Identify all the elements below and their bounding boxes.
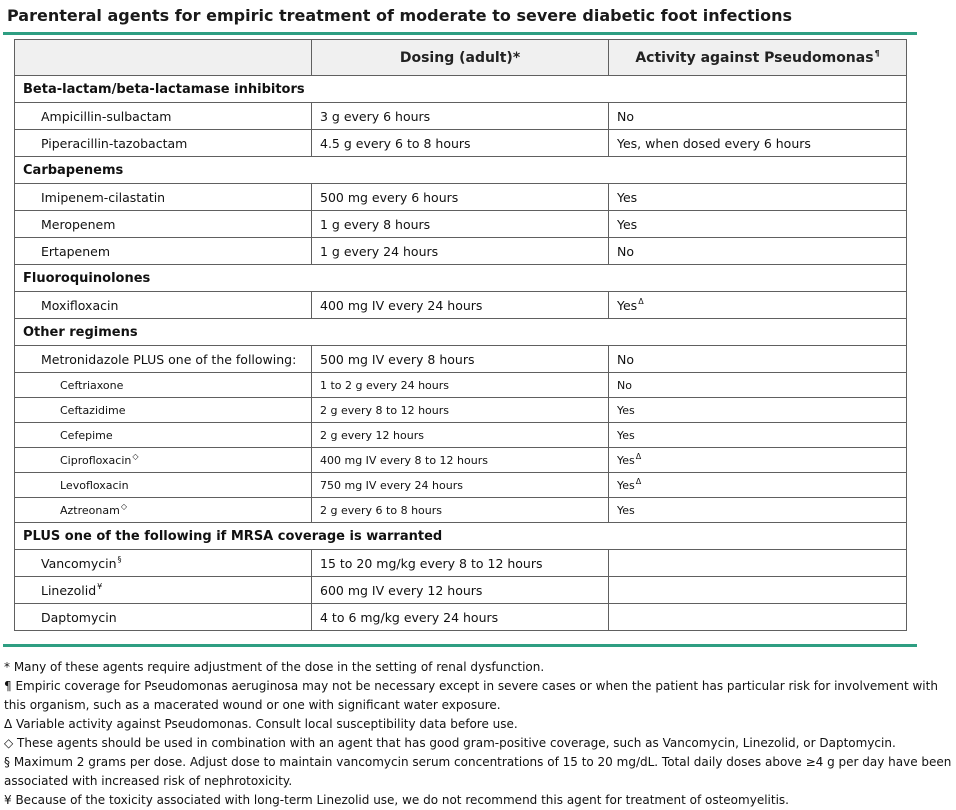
table-row <box>15 373 907 398</box>
dose-cell: 400 mg IV every 8 to 12 hours <box>312 448 609 473</box>
drug-name: Ciprofloxacin <box>60 453 132 467</box>
drug-footnote-mark: ◇ <box>120 501 127 511</box>
activity-value: Yes <box>617 478 635 492</box>
drug-name-cell <box>15 448 312 473</box>
drug-name: Moxifloxacin <box>41 297 119 313</box>
dose-cell: 1 g every 24 hours <box>312 238 609 265</box>
activity-value: Yes <box>617 453 635 467</box>
drug-footnote-mark: ¥ <box>97 582 103 592</box>
drug-footnote-mark: ◇ <box>132 451 139 461</box>
dosing-table <box>14 39 907 631</box>
top-accent-rule <box>3 32 917 35</box>
dose-cell: 2 g every 12 hours <box>312 423 609 448</box>
drug-name-cell <box>15 550 312 577</box>
table-row <box>15 604 907 631</box>
dose-cell: 4.5 g every 6 to 8 hours <box>312 130 609 157</box>
drug-name-cell <box>15 346 312 373</box>
activity-cell <box>609 130 907 157</box>
activity-footnote-mark: Δ <box>635 451 642 461</box>
table-row <box>15 498 907 523</box>
category-label: Carbapenems <box>15 157 907 184</box>
category-row <box>15 523 907 550</box>
activity-cell <box>609 184 907 211</box>
activity-cell <box>609 238 907 265</box>
drug-name: Ceftazidime <box>60 403 126 417</box>
table-row <box>15 423 907 448</box>
page-title: Parenteral agents for empiric treatment of moderate to severe diabetic foot infections <box>7 6 793 25</box>
table-row <box>15 448 907 473</box>
header-drug-column <box>15 40 312 76</box>
drug-name-cell <box>15 103 312 130</box>
activity-cell <box>609 103 907 130</box>
drug-name-cell <box>15 398 312 423</box>
table-row <box>15 473 907 498</box>
table-row <box>15 103 907 130</box>
activity-cell <box>609 473 907 498</box>
footnote-dose-adjustment: * Many of these agents require adjustment of the dose in the setting of renal dysfunction. <box>4 660 545 674</box>
activity-cell <box>609 498 907 523</box>
drug-name: Linezolid <box>41 582 97 598</box>
activity-value: No <box>617 378 632 392</box>
activity-cell <box>609 398 907 423</box>
dose-cell: 400 mg IV every 24 hours <box>312 292 609 319</box>
bottom-accent-rule <box>3 644 917 647</box>
header-pseudomonas-mark: ¶ <box>874 48 880 58</box>
header-pseudomonas-label: Activity against Pseudomonas <box>635 49 874 66</box>
header-pseudomonas <box>609 40 907 76</box>
activity-value: No <box>617 351 634 367</box>
footnotes <box>4 658 956 810</box>
footnote-combination: ◇ These agents should be used in combination with an agent that has good gram-positive coverage, such as Vancomycin, Linezolid, or Daptomycin. <box>4 736 896 750</box>
table-row <box>15 211 907 238</box>
table-row <box>15 184 907 211</box>
category-row <box>15 319 907 346</box>
category-label: PLUS one of the following if MRSA coverage is warranted <box>15 523 907 550</box>
drug-name: Imipenem-cilastatin <box>41 189 166 205</box>
category-label: Other regimens <box>15 319 907 346</box>
activity-value: Yes <box>617 189 638 205</box>
drug-name: Aztreonam <box>60 503 120 517</box>
table-row <box>15 577 907 604</box>
activity-value: Yes <box>617 297 638 313</box>
drug-name-cell <box>15 130 312 157</box>
dose-cell: 500 mg every 6 hours <box>312 184 609 211</box>
drug-name: Metronidazole PLUS one of the following: <box>41 351 297 367</box>
drug-name-cell <box>15 373 312 398</box>
footnote-pseudomonas-coverage: ¶ Empiric coverage for Pseudomonas aeruginosa may not be necessary except in severe cases or when the patient has particular risk for involvement with this organism, such as a macerated wound or one with significant water exposure. <box>4 679 938 712</box>
dose-cell: 3 g every 6 hours <box>312 103 609 130</box>
table-row <box>15 130 907 157</box>
drug-name: Meropenem <box>41 216 116 232</box>
drug-name-cell <box>15 577 312 604</box>
drug-name: Ampicillin-sulbactam <box>41 108 172 124</box>
category-label: Beta-lactam/beta-lactamase inhibitors <box>15 76 907 103</box>
dose-cell: 600 mg IV every 12 hours <box>312 577 609 604</box>
activity-cell <box>609 423 907 448</box>
activity-footnote-mark: Δ <box>638 297 644 307</box>
table-header-row <box>15 40 907 76</box>
activity-cell <box>609 577 907 604</box>
table-row <box>15 550 907 577</box>
category-label: Fluoroquinolones <box>15 265 907 292</box>
activity-cell <box>609 550 907 577</box>
drug-name-cell <box>15 292 312 319</box>
activity-cell <box>609 604 907 631</box>
table-row <box>15 292 907 319</box>
drug-name-cell <box>15 604 312 631</box>
drug-name: Cefepime <box>60 428 113 442</box>
dose-cell: 2 g every 8 to 12 hours <box>312 398 609 423</box>
table-row <box>15 238 907 265</box>
table-row <box>15 398 907 423</box>
dose-cell: 15 to 20 mg/kg every 8 to 12 hours <box>312 550 609 577</box>
category-row <box>15 76 907 103</box>
dose-cell: 2 g every 6 to 8 hours <box>312 498 609 523</box>
table-body <box>15 76 907 631</box>
dose-cell: 500 mg IV every 8 hours <box>312 346 609 373</box>
activity-value: Yes, when dosed every 6 hours <box>617 135 811 151</box>
drug-name-cell <box>15 473 312 498</box>
activity-cell <box>609 346 907 373</box>
drug-name: Levofloxacin <box>60 478 129 492</box>
drug-name-cell <box>15 423 312 448</box>
drug-name: Ertapenem <box>41 243 111 259</box>
activity-value: Yes <box>617 403 635 417</box>
activity-cell <box>609 211 907 238</box>
dose-cell: 750 mg IV every 24 hours <box>312 473 609 498</box>
drug-footnote-mark: § <box>117 555 122 565</box>
activity-value: Yes <box>617 503 635 517</box>
drug-name: Vancomycin <box>41 555 117 571</box>
activity-value: No <box>617 243 634 259</box>
activity-value: Yes <box>617 216 638 232</box>
activity-cell <box>609 448 907 473</box>
footnote-vancomycin: § Maximum 2 grams per dose. Adjust dose to maintain vancomycin serum concentrations of 15 to 20 mg/dL. Total daily doses above ≥4 g per day have been associated with increased risk of nephrotoxicity. <box>4 755 952 788</box>
header-dosing: Dosing (adult)* <box>312 40 609 76</box>
dose-cell: 4 to 6 mg/kg every 24 hours <box>312 604 609 631</box>
drug-name-cell <box>15 238 312 265</box>
activity-value: Yes <box>617 428 635 442</box>
drug-name-cell <box>15 211 312 238</box>
footnote-variable-activity: Δ Variable activity against Pseudomonas. Consult local susceptibility data before use. <box>4 717 518 731</box>
table-row <box>15 346 907 373</box>
activity-cell <box>609 292 907 319</box>
dose-cell: 1 to 2 g every 24 hours <box>312 373 609 398</box>
activity-cell <box>609 373 907 398</box>
activity-footnote-mark: Δ <box>635 476 642 486</box>
drug-name: Daptomycin <box>41 609 117 625</box>
drug-name-cell <box>15 498 312 523</box>
category-row <box>15 157 907 184</box>
drug-name-cell <box>15 184 312 211</box>
category-row <box>15 265 907 292</box>
drug-name: Ceftriaxone <box>60 378 124 392</box>
drug-name: Piperacillin-tazobactam <box>41 135 188 151</box>
activity-value: No <box>617 108 634 124</box>
footnote-linezolid: ¥ Because of the toxicity associated with long-term Linezolid use, we do not recommend this agent for treatment of osteomyelitis. <box>4 793 789 807</box>
dose-cell: 1 g every 8 hours <box>312 211 609 238</box>
